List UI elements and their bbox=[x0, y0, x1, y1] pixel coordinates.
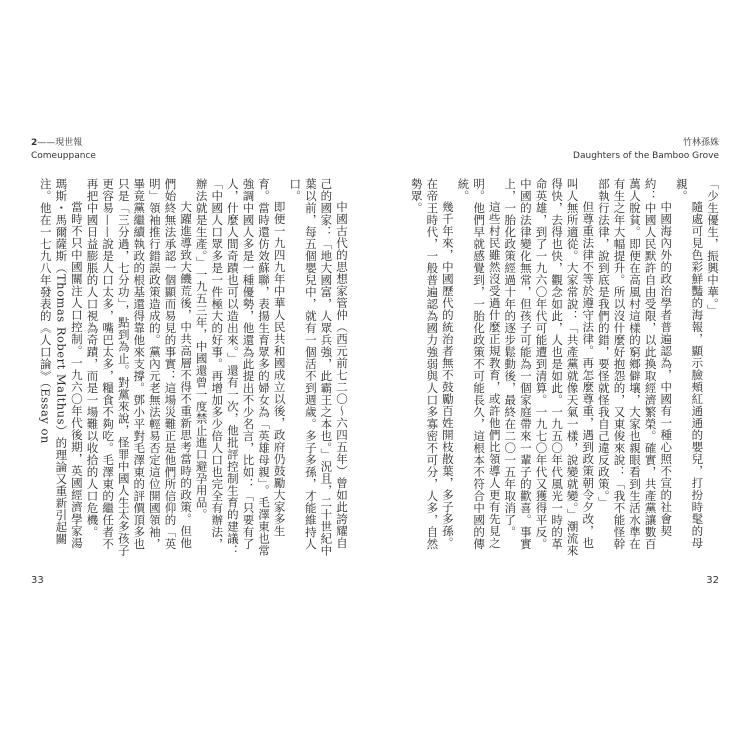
left-page-header bbox=[31, 137, 96, 163]
book-subtitle: Daughters of the Bamboo Grove bbox=[573, 151, 719, 161]
paragraph: 即便一九四九年中華人民共和國成立以後，政府仍鼓勵大家多生育。當時還仿效蘇聯，表揚生育眾多的婦女為「英雄母親」。毛澤東也常強調中國人多是一種優勢，他還為此提出不少名言，比如：「只要有了人，什麼人間奇蹟也可以造出來。」還有一次，他批評控制生育的建議：「中國人口眾多是一件極大的好事。再增加多少倍人口也完全有辦法，辦法就是生產。」一九五三年，中國還曾一度禁止進口避孕用品。 bbox=[194, 178, 287, 557]
chapter-number: 2 bbox=[31, 138, 38, 148]
right-page-header bbox=[573, 137, 719, 163]
chapter-subtitle: Comeuppance bbox=[31, 151, 96, 161]
paragraph: 這些村民雖然沒受過什麼正規教育，或許他們比領導人更有先見之明。他們早就感覺到，一胎化政策不可能長久，這根本不符合中國的傳統。 bbox=[456, 178, 502, 550]
paragraph: 大躍進導致大饑荒後，中共高層不得不重新思考當時的政策。但他們始終無法承認一個顯而易見的事實：這場災難正是他們所信仰的「英明」領袖推行錯誤政策造成的。黨內元老無法輕易否定這位開國領袖，畢竟黨繼續執政的根基還得靠他來支撐。鄧小平對毛澤東的評價頂多也只是「三分過，七分功」，點到為止。對黨來說，怪罪中國人生太多孩子更容易——說是人口太多，嘴巴太多，糧食不夠吃。毛澤東的繼任者不再把中國日益膨脹的人口視為奇蹟，而是一場難以收拾的人口危機。 bbox=[85, 178, 194, 557]
left-page-body bbox=[31, 178, 349, 558]
paragraph: 幾千年來，中國歷代的統治者無不鼓勵百姓開枝散葉，多子多孫。在帝王時代，一般普遍認為國力強弱與人口多寡密不可分，人多，自然勢眾。 bbox=[409, 178, 455, 550]
paragraph: 但尊重法律不等於遵守法律。再怎麼尊重，遇到政策朝令夕改，也叫人無所適從。大家常說：「共產黨就像天氣一樣，說變就變。」潮流來得快，去得也快，觀念如此，人也是如此。一九五〇年代風光一時的革命英雄，到了一九六〇年代可能遭到清算。一九七〇年代又獲得平反。中國的法律變化無常，但孩子可能為一個家庭帶來一輩子的歡喜。事實上，一胎化政策經過十年的逐步鬆動後，最終在二〇一五年取消了。 bbox=[503, 178, 596, 557]
paragraph: 隨處可見色彩鮮豔的海報，顯示臉頰紅通通的嬰兒，打扮時髦的母親。 bbox=[674, 178, 705, 549]
right-page-body bbox=[400, 178, 720, 558]
slogan-line: 「少生優生，振興中華。」 bbox=[706, 178, 720, 317]
book-title: 竹林孫姝 bbox=[682, 138, 719, 148]
paragraph: 中國古代的思想家管仲（西元前七二〇～六四五年）曾如此誇耀自己的國家：「地大國富，人眾兵強，此霸王之本也。」況且，二十世紀中葉以前，每五個嬰兒中，就有一個活不到週歲。多子多孫，才能維持人口。 bbox=[288, 178, 349, 557]
paragraph: 當時不只中國關注人口控制。一九六〇年代後期，英國經濟學家湯瑪斯・馬爾薩斯（Thomas Robert Malthus）的理論又重新引起關注。他在一七九八年發表的《人口論》（Essay on bbox=[38, 178, 84, 549]
paragraph: 中國海內外的政治學者普遍認為，中國有一種心照不宣的社會契約：中國人民默許自由受限，以此換取經濟繁榮。確實，共產黨讓數百萬人脫貧。即便在高風村這樣的窮鄉僻壤，大家也親眼看到生活水準在有生之年大幅提升。所以沒什麼好抱怨的，又東俊來說：「我不能怪幹部執行法律，說到底是我們的錯，要怪就怪我自己違反政策。」 bbox=[596, 178, 674, 550]
chapter-title: ——現世報 bbox=[37, 138, 83, 148]
page-number-right: 32 bbox=[706, 575, 719, 586]
page-number-left: 33 bbox=[31, 575, 44, 586]
